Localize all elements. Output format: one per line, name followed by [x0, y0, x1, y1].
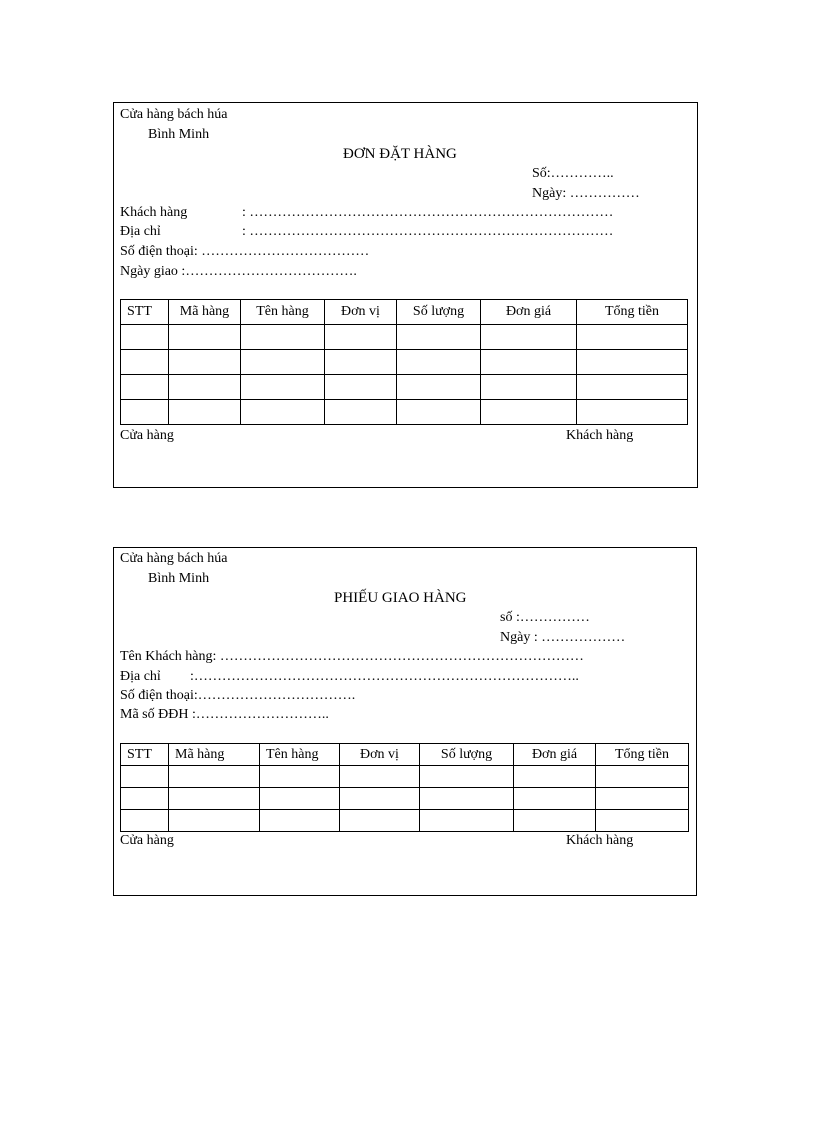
order-date: Ngày: ……………: [532, 186, 640, 201]
table-cell[interactable]: [169, 788, 260, 810]
delivery-number: số :……………: [500, 610, 590, 625]
column-header: Tổng tiền: [596, 744, 689, 766]
table-cell[interactable]: [121, 810, 169, 832]
table-cell[interactable]: [325, 325, 397, 350]
customer-field[interactable]: : ……………………………………………………………………: [242, 205, 614, 220]
form-title: PHIẾU GIAO HÀNG: [334, 590, 467, 606]
table-cell[interactable]: [169, 810, 260, 832]
phone-field[interactable]: Số điện thoại: ………………………………: [120, 244, 370, 259]
column-header: Mã hàng: [169, 744, 260, 766]
column-header: Đơn giá: [514, 744, 596, 766]
table-cell[interactable]: [340, 766, 420, 788]
signature-store: Cửa hàng: [120, 428, 174, 443]
table-cell[interactable]: [596, 766, 689, 788]
column-header: Tên hàng: [260, 744, 340, 766]
address-label: Địa chỉ: [120, 224, 161, 239]
column-header: Đơn giá: [481, 300, 577, 325]
store-name-line1: Cửa hàng bách húa: [120, 107, 228, 122]
table-cell[interactable]: [577, 400, 688, 425]
store-name-line1: Cửa hàng bách húa: [120, 551, 228, 566]
order-number: Số:…………..: [532, 166, 614, 181]
table-cell[interactable]: [169, 400, 241, 425]
table-cell[interactable]: [169, 375, 241, 400]
table-row: [121, 810, 689, 832]
delivery-form: [113, 547, 697, 896]
column-header: Tên hàng: [241, 300, 325, 325]
table-cell[interactable]: [260, 788, 340, 810]
signature-customer: Khách hàng: [566, 428, 634, 443]
table-cell[interactable]: [397, 400, 481, 425]
table-cell[interactable]: [121, 350, 169, 375]
table-cell[interactable]: [397, 375, 481, 400]
delivery-items-table: [120, 743, 689, 832]
table-cell[interactable]: [420, 810, 514, 832]
table-cell[interactable]: [514, 788, 596, 810]
table-cell[interactable]: [241, 350, 325, 375]
store-name-line2: Bình Minh: [148, 127, 210, 142]
table-row: [121, 350, 688, 375]
table-cell[interactable]: [514, 810, 596, 832]
table-cell[interactable]: [420, 788, 514, 810]
address-label: Địa chỉ: [120, 669, 161, 684]
table-cell[interactable]: [481, 400, 577, 425]
table-header-row: [121, 300, 688, 325]
address-field[interactable]: : ……………………………………………………………………: [242, 224, 614, 239]
table-cell[interactable]: [481, 375, 577, 400]
table-cell[interactable]: [169, 766, 260, 788]
table-header-row: [121, 744, 689, 766]
table-cell[interactable]: [481, 325, 577, 350]
delivery-date-field[interactable]: Ngày giao :……………………………….: [120, 264, 357, 279]
table-row: [121, 400, 688, 425]
address-field[interactable]: :………………………………………………………………………..: [190, 669, 579, 684]
column-header: Mã hàng: [169, 300, 241, 325]
table-cell[interactable]: [325, 350, 397, 375]
table-cell[interactable]: [577, 350, 688, 375]
table-cell[interactable]: [577, 325, 688, 350]
store-name-line2: Bình Minh: [148, 571, 210, 586]
table-row: [121, 766, 689, 788]
table-cell[interactable]: [260, 766, 340, 788]
column-header: Số lượng: [397, 300, 481, 325]
customer-name-field[interactable]: Tên Khách hàng: ……………………………………………………………………: [120, 649, 584, 664]
order-items-table: [120, 299, 688, 425]
phone-field[interactable]: Số điện thoại:…………………………….: [120, 688, 356, 703]
table-cell[interactable]: [397, 350, 481, 375]
table-cell[interactable]: [260, 810, 340, 832]
column-header: STT: [121, 300, 169, 325]
table-cell[interactable]: [514, 766, 596, 788]
table-cell[interactable]: [325, 375, 397, 400]
table-row: [121, 375, 688, 400]
table-cell[interactable]: [241, 375, 325, 400]
table-cell[interactable]: [241, 325, 325, 350]
table-cell[interactable]: [121, 766, 169, 788]
table-row: [121, 325, 688, 350]
table-cell[interactable]: [169, 325, 241, 350]
column-header: Số lượng: [420, 744, 514, 766]
form-title: ĐƠN ĐẶT HÀNG: [343, 146, 457, 162]
signature-customer: Khách hàng: [566, 833, 634, 848]
table-cell[interactable]: [325, 400, 397, 425]
table-cell[interactable]: [596, 810, 689, 832]
table-cell[interactable]: [596, 788, 689, 810]
table-cell[interactable]: [121, 400, 169, 425]
table-cell[interactable]: [577, 375, 688, 400]
table-cell[interactable]: [340, 788, 420, 810]
column-header: Tổng tiền: [577, 300, 688, 325]
table-cell[interactable]: [481, 350, 577, 375]
table-cell[interactable]: [169, 350, 241, 375]
column-header: STT: [121, 744, 169, 766]
delivery-date: Ngày : ………………: [500, 630, 626, 645]
column-header: Đơn vị: [340, 744, 420, 766]
table-cell[interactable]: [121, 325, 169, 350]
table-cell[interactable]: [340, 810, 420, 832]
table-cell[interactable]: [241, 400, 325, 425]
column-header: Đơn vị: [325, 300, 397, 325]
table-cell[interactable]: [121, 788, 169, 810]
customer-label: Khách hàng: [120, 205, 188, 220]
table-cell[interactable]: [420, 766, 514, 788]
table-row: [121, 788, 689, 810]
order-number-field[interactable]: Mã số ĐĐH :………………………..: [120, 707, 329, 722]
signature-store: Cửa hàng: [120, 833, 174, 848]
order-form: [113, 102, 698, 488]
table-cell[interactable]: [397, 325, 481, 350]
table-cell[interactable]: [121, 375, 169, 400]
